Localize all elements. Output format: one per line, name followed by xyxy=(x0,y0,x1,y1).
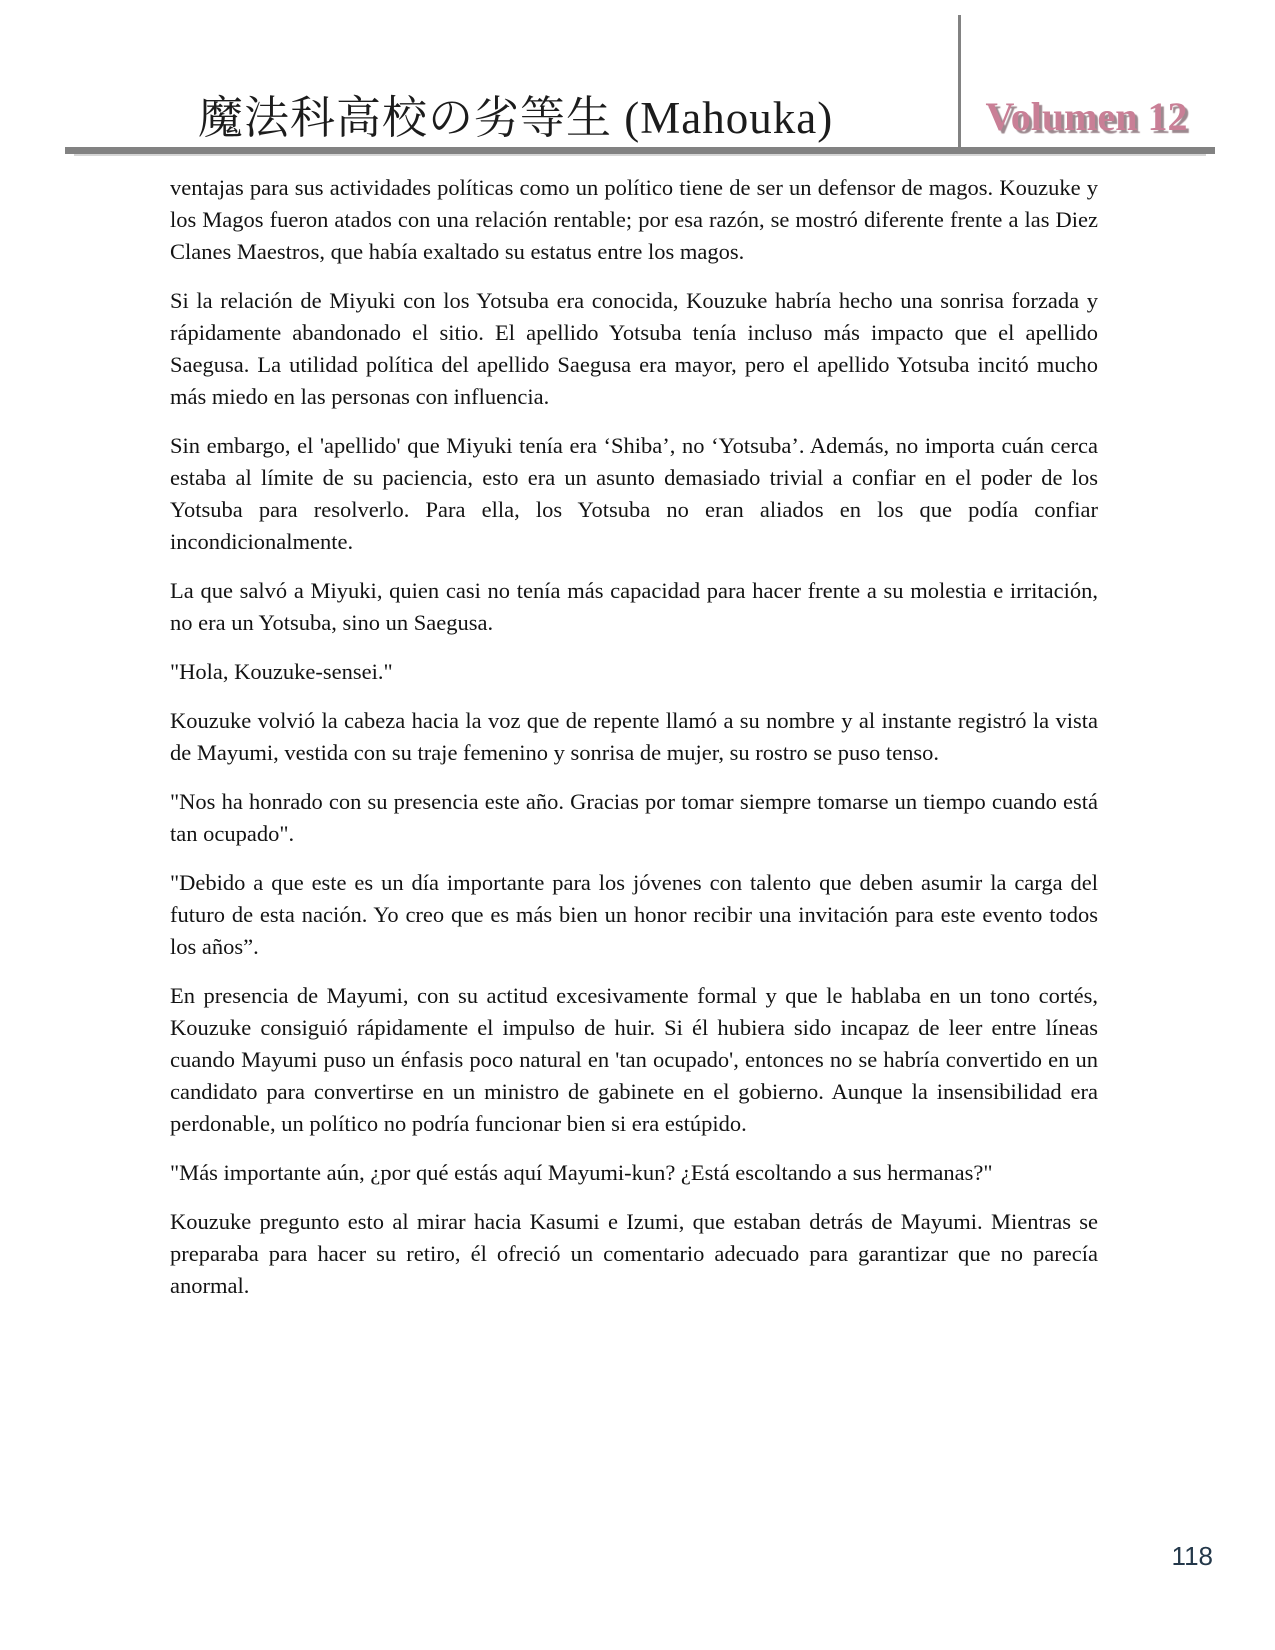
body-paragraph: Kouzuke pregunto esto al mirar hacia Kasumi e Izumi, que estaban detrás de Mayumi. Mientras se preparaba para hacer su retiro, él ofreció un comentario adecuado para garantizar que no parecía anormal. xyxy=(170,1209,1098,1298)
body-paragraph-dialogue: "Más importante aún, ¿por qué estás aquí Mayumi-kun? ¿Está escoltando a sus hermanas?" xyxy=(170,1160,993,1185)
volume-label: Volumen 12 xyxy=(985,94,1188,139)
header-row xyxy=(65,55,1215,154)
body-paragraph: En presencia de Mayumi, con su actitud excesivamente formal y que le hablaba en un tono cortés, Kouzuke consiguió rápidamente el impulso de huir. Si él hubiera sido incapaz de leer entre líneas cuando Mayumi puso un énfasis poco natural en 'tan ocupado', entonces no se habría convertido en un candidato para convertirse en un ministro de gabinete en el gobierno. Aunque la insensibilidad era perdonable, un político no podría funcionar bien si era estúpido. xyxy=(170,983,1098,1136)
page-number: 118 xyxy=(1171,1541,1213,1571)
body-paragraph: ventajas para sus actividades políticas como un político tiene de ser un defensor de magos. Kouzuke y los Magos fueron atados con una relación rentable; por esa razón, se mostró diferente frente a las Diez Clanes Maestros, que había exaltado su estatus entre los magos. xyxy=(170,175,1098,264)
page-header xyxy=(65,55,1215,154)
body-paragraph: Sin embargo, el 'apellido' que Miyuki tenía era ‘Shiba’, no ‘Yotsuba’. Además, no importa cuán cerca estaba al límite de su paciencia, esto era un asunto demasiado trivial a confiar en el poder de los Yotsuba para resolverlo. Para ella, los Yotsuba no eran aliados en los que podía confiar incondicionalmente. xyxy=(170,433,1098,554)
body-paragraph: Si la relación de Miyuki con los Yotsuba era conocida, Kouzuke habría hecho una sonrisa forzada y rápidamente abandonado el sitio. El apellido Yotsuba tenía incluso más impacto que el apellido Saegusa. La utilidad política del apellido Saegusa era mayor, pero el apellido Yotsuba incitó mucho más miedo en las personas con influencia. xyxy=(170,288,1098,409)
body-paragraph-dialogue: "Nos ha honrado con su presencia este año. Gracias por tomar siempre tomarse un tiempo cuando está tan ocupado". xyxy=(170,789,1098,846)
body-paragraph-dialogue: "Debido a que este es un día importante para los jóvenes con talento que deben asumir la carga del futuro de esta nación. Yo creo que es más bien un honor recibir una invitación para este evento todos los años”. xyxy=(170,870,1098,959)
body-paragraph-dialogue: "Hola, Kouzuke-sensei." xyxy=(170,659,393,684)
body-paragraph: La que salvó a Miyuki, quien casi no tenía más capacidad para hacer frente a su molestia e irritación, no era un Yotsuba, sino un Saegusa. xyxy=(170,578,1098,635)
header-divider xyxy=(958,15,961,150)
body-paragraph: Kouzuke volvió la cabeza hacia la voz que de repente llamó a su nombre y al instante registró la vista de Mayumi, vestida con su traje femenino y sonrisa de mujer, su rostro se puso tenso. xyxy=(170,708,1098,765)
document-title: 魔法科高校の劣等生 (Mahouka) xyxy=(198,93,834,143)
page-body xyxy=(170,172,1098,1319)
